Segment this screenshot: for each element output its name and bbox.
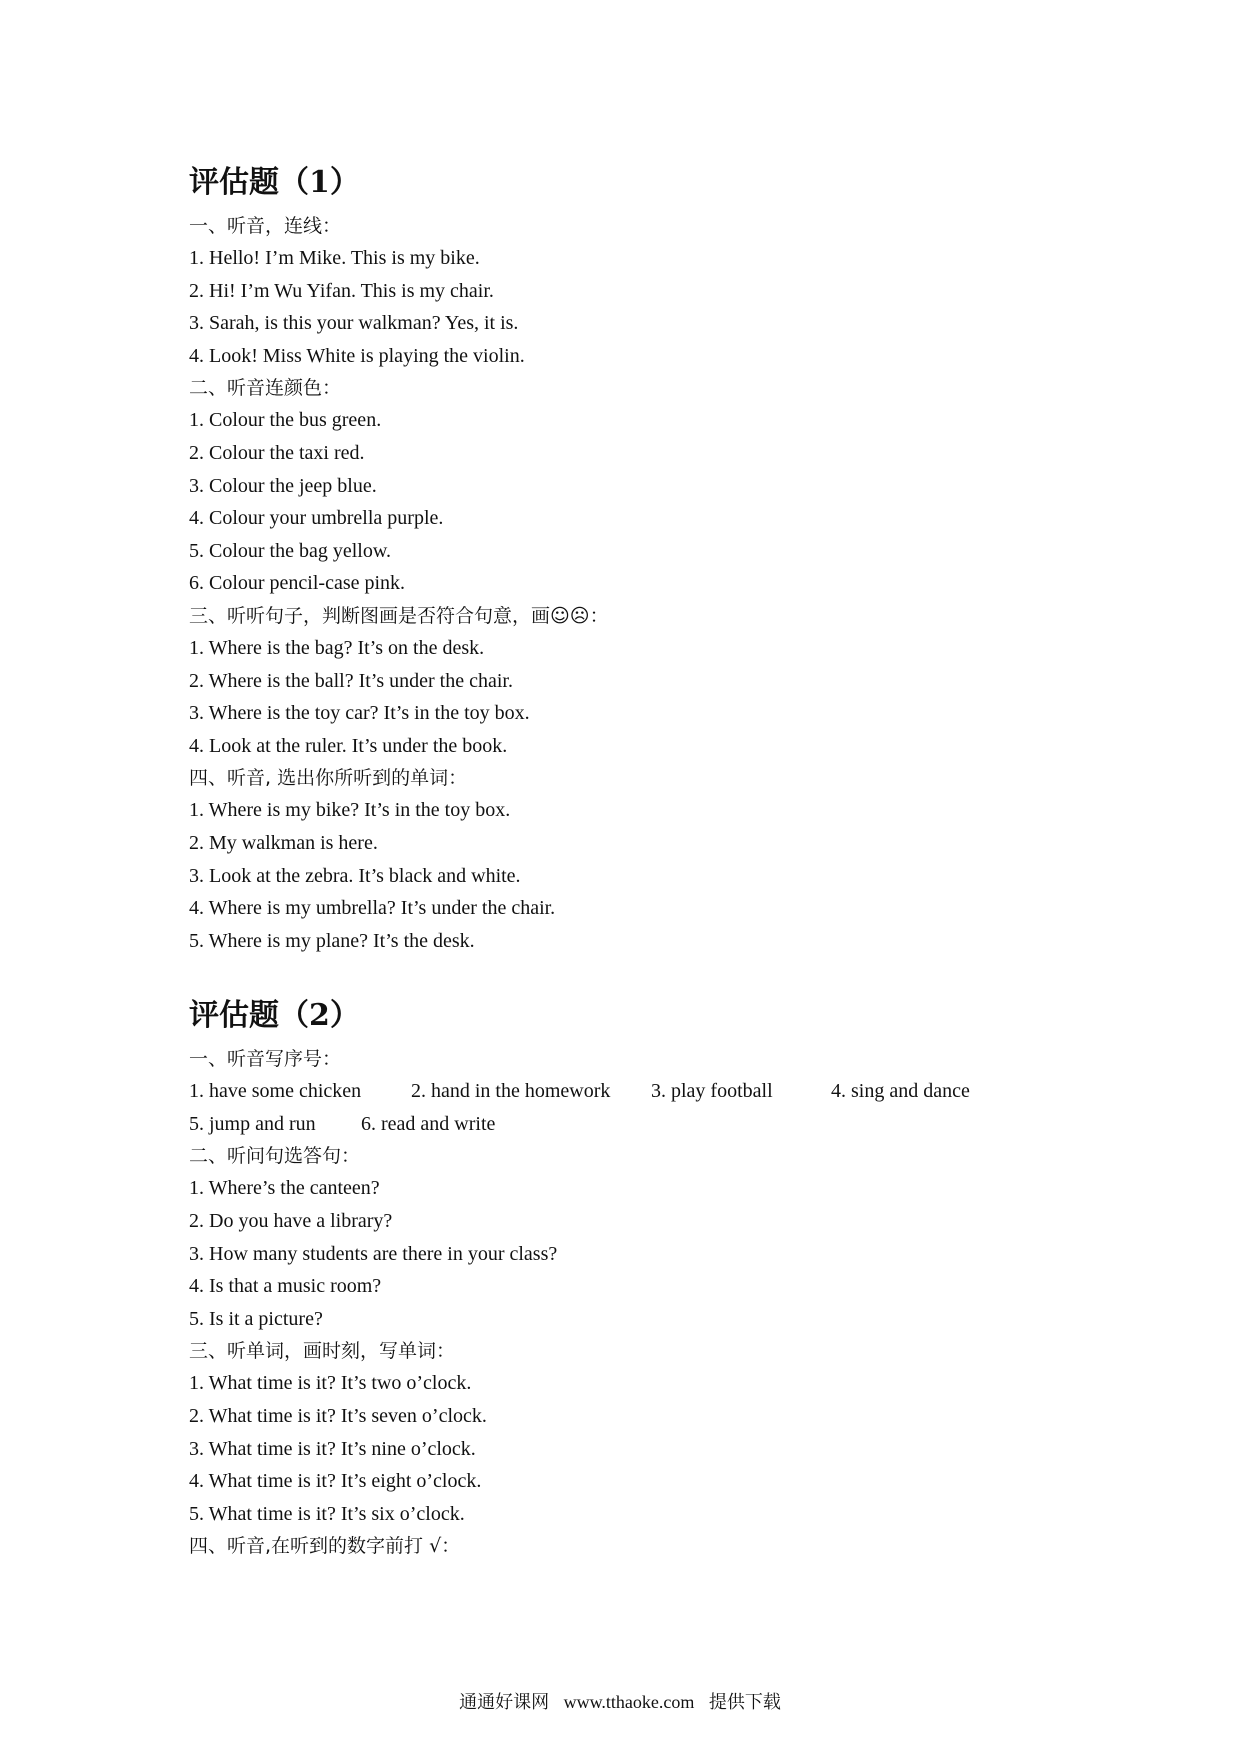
list-item: 5. Colour the bag yellow.: [189, 539, 392, 562]
phrase-item: 6. read and write: [361, 1112, 496, 1135]
section-heading: 一、听音，连线：: [189, 215, 342, 237]
a1-section-2: [189, 372, 1089, 600]
list-item: 1. Hello! I’m Mike. This is my bike.: [189, 247, 480, 269]
list-item: 1. Colour the bus green.: [189, 409, 382, 432]
list-item: 1. Where is my bike? It’s in the toy box.: [189, 799, 511, 822]
document-content: [189, 160, 1089, 1562]
list-item: 1. What time is it? It’s two o’clock.: [189, 1372, 472, 1395]
footer-url[interactable]: www.tthaoke.com: [563, 1692, 695, 1712]
list-item: 1. Where’s the canteen?: [189, 1177, 380, 1200]
section-heading: 二、听问句选答句：: [189, 1145, 361, 1168]
phrase-item: 4. sing and dance: [831, 1080, 970, 1103]
list-item: 4. Look! Miss White is playing the violin.: [189, 344, 525, 367]
section-heading: 一、听音写序号：: [189, 1048, 342, 1071]
list-item: 2. Do you have a library?: [189, 1210, 393, 1233]
section-heading: 三、听听句子，判断图画是否符合句意，画☺☹：: [189, 604, 609, 627]
section-heading: 四、听音,在听到的数字前打 √：: [189, 1535, 461, 1558]
a1-section-1: [189, 210, 1089, 372]
list-item: 2. Hi! I’m Wu Yifan. This is my chair.: [189, 279, 494, 302]
list-item: 5. Is it a picture?: [189, 1307, 323, 1330]
a1-section-4: [189, 762, 1089, 957]
phrase-item: 2. hand in the homework: [411, 1080, 611, 1103]
a2-section-1: [189, 1043, 1089, 1140]
phrase-item: 3. play football: [651, 1080, 773, 1103]
list-item: 4. Is that a music room?: [189, 1275, 382, 1298]
list-item: 4. Look at the ruler. It’s under the book.: [189, 734, 508, 757]
list-item: 2. Where is the ball? It’s under the chair.: [189, 669, 513, 692]
phrase-item: 5. jump and run: [189, 1112, 316, 1135]
list-item: 3. Colour the jeep blue.: [189, 474, 377, 497]
list-item: 3. How many students are there in your class?: [189, 1242, 558, 1265]
list-item: 2. Colour the taxi red.: [189, 441, 365, 464]
section-heading: 四、听音, 选出你所听到的单词：: [189, 767, 468, 790]
list-item: 2. My walkman is here.: [189, 831, 378, 854]
page-footer: [0, 1688, 1240, 1714]
a2-section-3: [189, 1335, 1089, 1530]
section-heading: 三、听单词，画时刻，写单词：: [189, 1340, 456, 1363]
section-heading: 二、听音连颜色：: [189, 377, 342, 400]
list-item: 1. Where is the bag? It’s on the desk.: [189, 636, 485, 659]
phrase-item: 1. have some chicken: [189, 1080, 362, 1103]
a2-section-2: [189, 1140, 1089, 1335]
list-item: 2. What time is it? It’s seven o’clock.: [189, 1405, 487, 1428]
list-item: 3. What time is it? It’s nine o’clock.: [189, 1437, 476, 1460]
list-item: 3. Sarah, is this your walkman? Yes, it is.: [189, 312, 519, 335]
assessment-1-title: 评估题（1）: [189, 165, 360, 200]
a2-section-4: [189, 1530, 1089, 1562]
footer-site-name: 通通好课网: [459, 1692, 550, 1712]
list-item: 6. Colour pencil-case pink.: [189, 572, 406, 595]
section-spacer: [189, 957, 1089, 993]
assessment-2-title: 评估题（2）: [189, 998, 360, 1034]
list-item: 3. Look at the zebra. It’s black and white.: [189, 864, 521, 887]
footer-note: 提供下载: [708, 1692, 781, 1712]
a1-section-3: [189, 600, 1089, 762]
phrase-row: [189, 1108, 1089, 1141]
list-item: 4. What time is it? It’s eight o’clock.: [189, 1470, 482, 1493]
list-item: 4. Where is my umbrella? It’s under the chair.: [189, 897, 556, 920]
phrase-row: [189, 1075, 1089, 1108]
list-item: 3. Where is the toy car? It’s in the toy box.: [189, 702, 530, 725]
list-item: 5. Where is my plane? It’s the desk.: [189, 929, 475, 952]
list-item: 5. What time is it? It’s six o’clock.: [189, 1502, 465, 1525]
list-item: 4. Colour your umbrella purple.: [189, 507, 444, 530]
